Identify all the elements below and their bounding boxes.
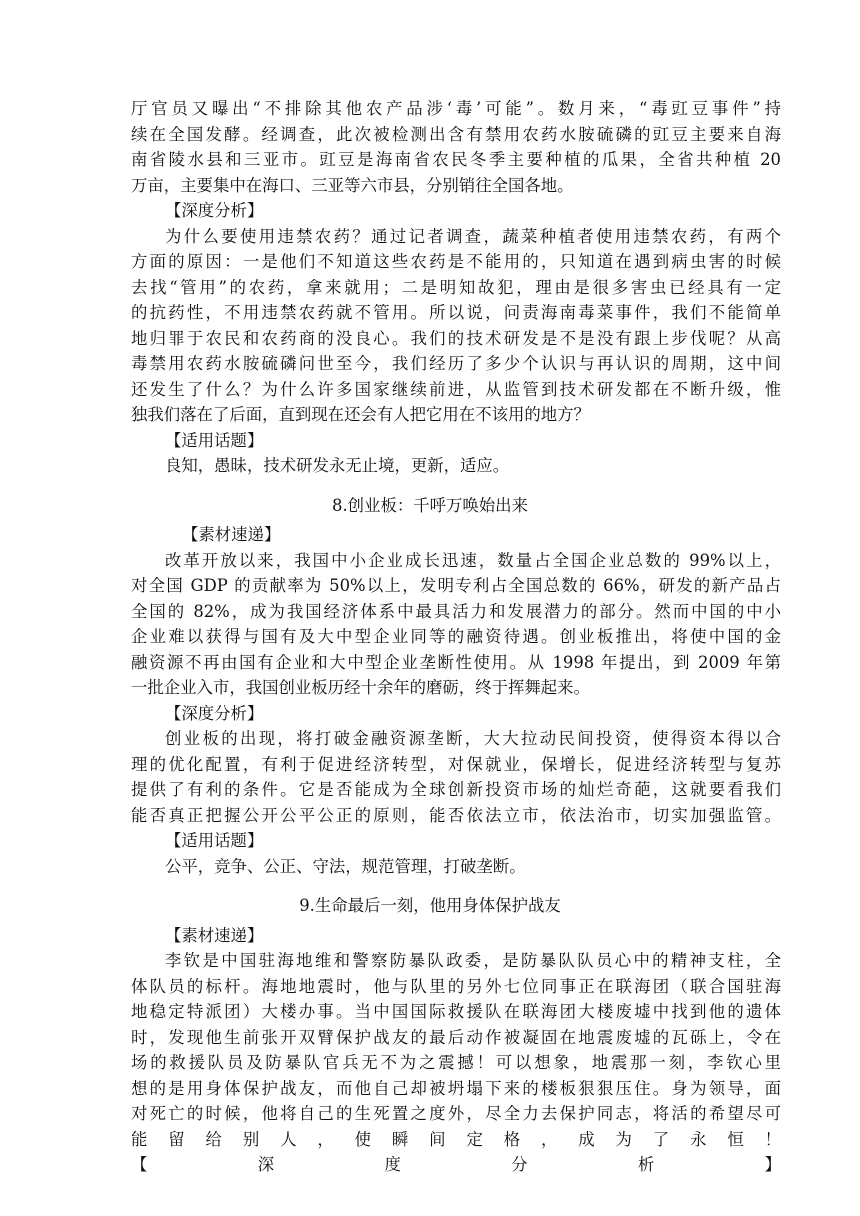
section-heading: 【素材速递】	[182, 525, 281, 544]
text-line: 去找“管用”的农药，拿来就用；二是明知故犯，理由是很多害虫已经具有一定	[131, 277, 781, 297]
text-line: 厅官员又曝出“不排除其他农产品涉‘毒’可能”。数月来，“毒豇豆事件”持	[131, 99, 781, 118]
text-line: 良知，愚昧，技术研发永无止境，更新，适应。	[165, 456, 510, 475]
text-line: 融资源不再由国有企业和大中型企业垄断性使用。从 1998 年提出，到 2009 年第	[131, 652, 781, 672]
text-line: 毒禁用农药水胺硫磷问世至今，我们经历了多少个认识与再认识的周期，这中间	[131, 354, 781, 373]
text-line: 【深度分析】	[131, 1155, 781, 1174]
article-title: 8.创业板：千呼万唤始出来	[332, 495, 528, 515]
text-line: 想的是用身体保护战友，而他自己却被坍塌下来的楼板狠狠压住。身为领导，面	[131, 1078, 781, 1098]
text-line: 的抗药性，不用违禁农药就不管用。所以说，问责海南毒菜事件，我们不能简单	[131, 303, 781, 322]
text-line: 李钦是中国驻海地维和警察防暴队政委，是防暴队队员心中的精神支柱，全	[165, 951, 781, 970]
text-line: 续在全国发酵。经调查，此次被检测出含有禁用农药水胺硫磷的豇豆主要来自海	[131, 124, 781, 144]
text-line: 地稳定特派团）大楼办事。当中国国际救援队在联海团大楼废墟中找到他的遗体	[131, 1002, 781, 1021]
article-title: 9.生命最后一刻，他用身体保护战友	[299, 896, 561, 915]
section-heading: 【深度分析】	[165, 201, 264, 220]
text-line: 创业板的出现，将打破金融资源垄断，大大拉动民间投资，使得资本得以合	[165, 729, 781, 748]
section-heading: 【深度分析】	[165, 703, 264, 723]
text-line: 地归罪于农民和农药商的没良心。我们的技术研发是不是没有跟上步伐呢？从高	[131, 328, 781, 348]
text-line: 场的救援队员及防暴队官兵无不为之震撼！可以想象，地震那一刻，李钦心里	[131, 1053, 781, 1072]
text-line: 一批企业入市，我国创业板历经十余年的磨砺，终于挥舞起来。	[131, 678, 590, 697]
text-line: 南省陵水县和三亚市。豇豆是海南省农民冬季主要种植的瓜果，全省共种植 20	[131, 150, 781, 169]
text-line: 能否真正把握公开公平公正的原则，能否依法立市，依法治市，切实加强监管。	[131, 805, 781, 825]
text-line: 能留给别人，使瞬间定格，成为了永恒！	[131, 1129, 781, 1149]
text-line: 还发生了什么？为什么许多国家继续前进，从监管到技术研发都在不断升级，惟	[131, 379, 781, 399]
text-line: 万亩，主要集中在海口、三亚等六市县，分别销往全国各地。	[131, 175, 574, 195]
section-heading: 【适用话题】	[165, 831, 264, 850]
text-line: 全国的 82%，成为我国经济体系中最具活力和发展潜力的部分。然而中国的中小	[131, 601, 781, 621]
text-line: 提供了有利的条件。它是否能成为全球创新投资市场的灿烂奇葩，这就要看我们	[131, 780, 781, 799]
text-line: 对死亡的时候，他将自己的生死置之度外，尽全力去保护同志，将活的希望尽可	[131, 1104, 781, 1123]
text-line: 时，发现他生前张开双臂保护战友的最后动作被凝固在地震废墟的瓦砾上，令在	[131, 1027, 781, 1047]
text-line: 为什么要使用违禁农药？通过记者调查，蔬菜种植者使用违禁农药，有两个	[165, 226, 781, 246]
text-line: 改革开放以来，我国中小企业成长迅速，数量占全国企业总数的 99%以上，	[165, 550, 781, 570]
text-line: 独我们落在了后面，直到现在还会有人把它用在不该用的地方？	[131, 405, 590, 424]
section-heading: 【适用话题】	[165, 430, 264, 450]
text-line: 对全国 GDP 的贡献率为 50%以上，发明专利占全国总数的 66%，研发的新产品占	[131, 576, 781, 595]
text-line: 企业难以获得与国有及大中型企业同等的融资待遇。创业板推出，将使中国的金	[131, 627, 781, 646]
text-line: 理的优化配置，有利于促进经济转型，对保就业，保增长，促进经济转型与复苏	[131, 754, 781, 774]
section-heading: 【素材速递】	[165, 925, 264, 945]
text-line: 方面的原因：一是他们不知道这些农药是不能用的，只知道在遇到病虫害的时候	[131, 252, 781, 271]
text-line: 体队员的标杆。海地地震时，他与队里的另外七位同事正在联海团（联合国驻海	[131, 976, 781, 996]
text-line: 公平，竞争、公正、守法，规范管理，打破垄断。	[165, 856, 526, 876]
